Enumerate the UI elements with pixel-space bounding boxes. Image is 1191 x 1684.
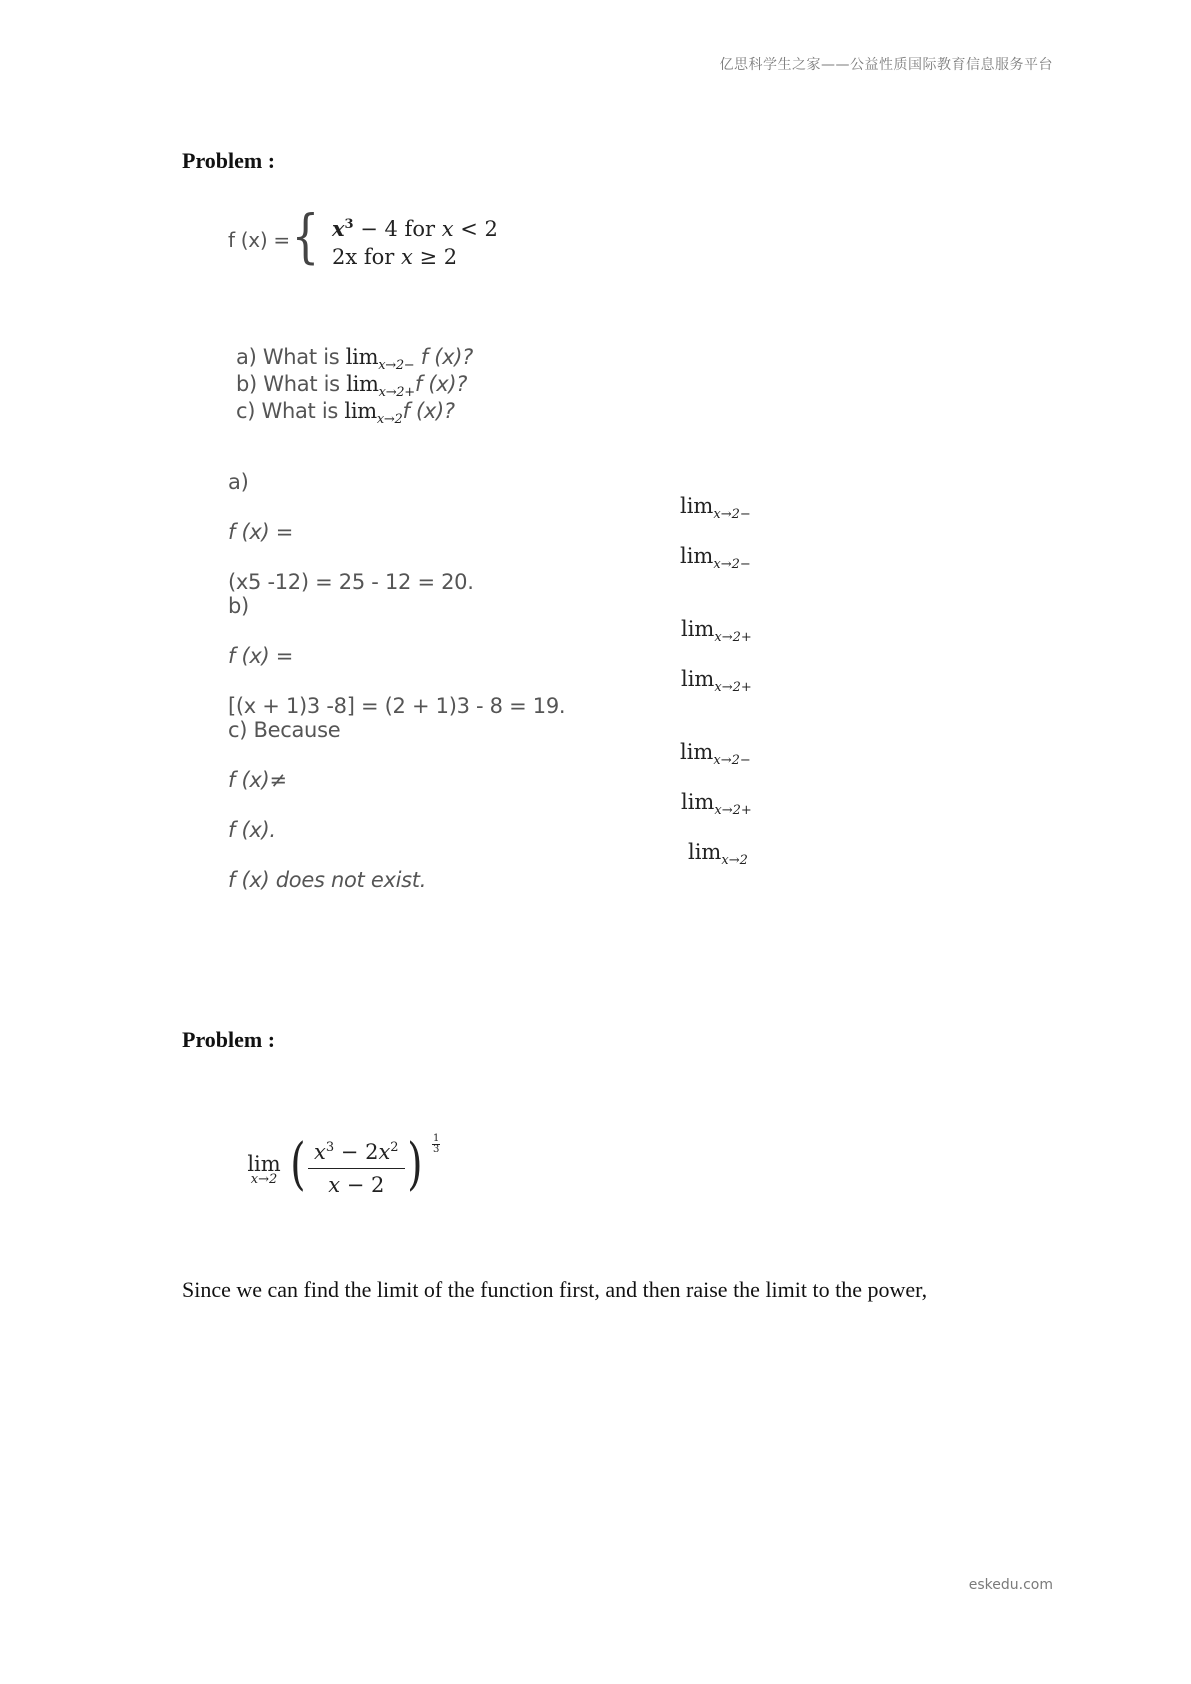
solution-a-fx: f (x) = bbox=[228, 520, 294, 544]
solution-a-calc: (x5 -12) = 25 - 12 = 20. bbox=[228, 570, 474, 594]
limit-notation: $\lim_{x\to 2+}$ bbox=[681, 667, 752, 695]
limit-notation: $\lim_{x\to 2+}$ bbox=[681, 790, 752, 818]
piecewise-fx-label: f (x) = bbox=[228, 228, 290, 252]
solution-b-label: b) bbox=[228, 594, 249, 618]
limit-notation: $\lim_{x\to 2-}$ bbox=[680, 740, 751, 768]
problem-2-fraction: $\frac{x^3 - 2x^2}{x - 2}$ bbox=[308, 1140, 405, 1197]
piecewise-piece-1: $x^3 - 4$ for x < 2 bbox=[332, 216, 498, 241]
problem-1-heading: Problem : bbox=[182, 148, 276, 173]
problem-2-explanation: Since we can find the limit of the function first, and then raise the limit to the power, bbox=[182, 1277, 928, 1302]
page-footer: eskedu.com bbox=[968, 1577, 1053, 1593]
right-paren: ) bbox=[407, 1132, 423, 1197]
question-a: a) What is $\lim_{x\to 2-} f$ (x)? bbox=[236, 345, 474, 373]
solution-c-label: c) Because bbox=[228, 718, 341, 742]
solution-c-line-1: f (x)≠ bbox=[228, 768, 287, 792]
power-exponent: 1 3 bbox=[433, 1133, 440, 1155]
solution-a-label: a) bbox=[228, 470, 249, 494]
piecewise-piece-2: 2x for x ≥ 2 bbox=[332, 245, 458, 269]
limit-notation: $\lim_{x\to 2-}$ bbox=[680, 494, 751, 522]
limit-notation: $\lim_{x\to 2+}$ bbox=[681, 617, 752, 645]
problem-2-lim: lim x→2 bbox=[247, 1152, 281, 1187]
left-paren: ( bbox=[290, 1132, 306, 1197]
question-list bbox=[236, 345, 473, 426]
question-c: c) What is $\lim_{x\to 2}f$ (x)? bbox=[236, 399, 455, 427]
solution-c-line-3: f (x) does not exist. bbox=[228, 868, 427, 892]
page-header: 亿思科学生之家——公益性质国际教育信息服务平台 bbox=[719, 57, 1053, 73]
limit-notation: $\lim_{x\to 2}$ bbox=[688, 840, 748, 868]
problem-2-heading: Problem : bbox=[182, 1027, 276, 1052]
solution-b-fx: f (x) = bbox=[228, 644, 294, 668]
solution-b-calc: [(x + 1)3 -8] = (2 + 1)3 - 8 = 19. bbox=[228, 694, 566, 718]
limit-notation: $\lim_{x\to 2-}$ bbox=[680, 544, 751, 572]
solution-c-line-2: f (x). bbox=[228, 818, 276, 842]
question-b: b) What is $\lim_{x\to 2+}f$ (x)? bbox=[236, 372, 468, 400]
piecewise-brace: { bbox=[291, 202, 320, 270]
